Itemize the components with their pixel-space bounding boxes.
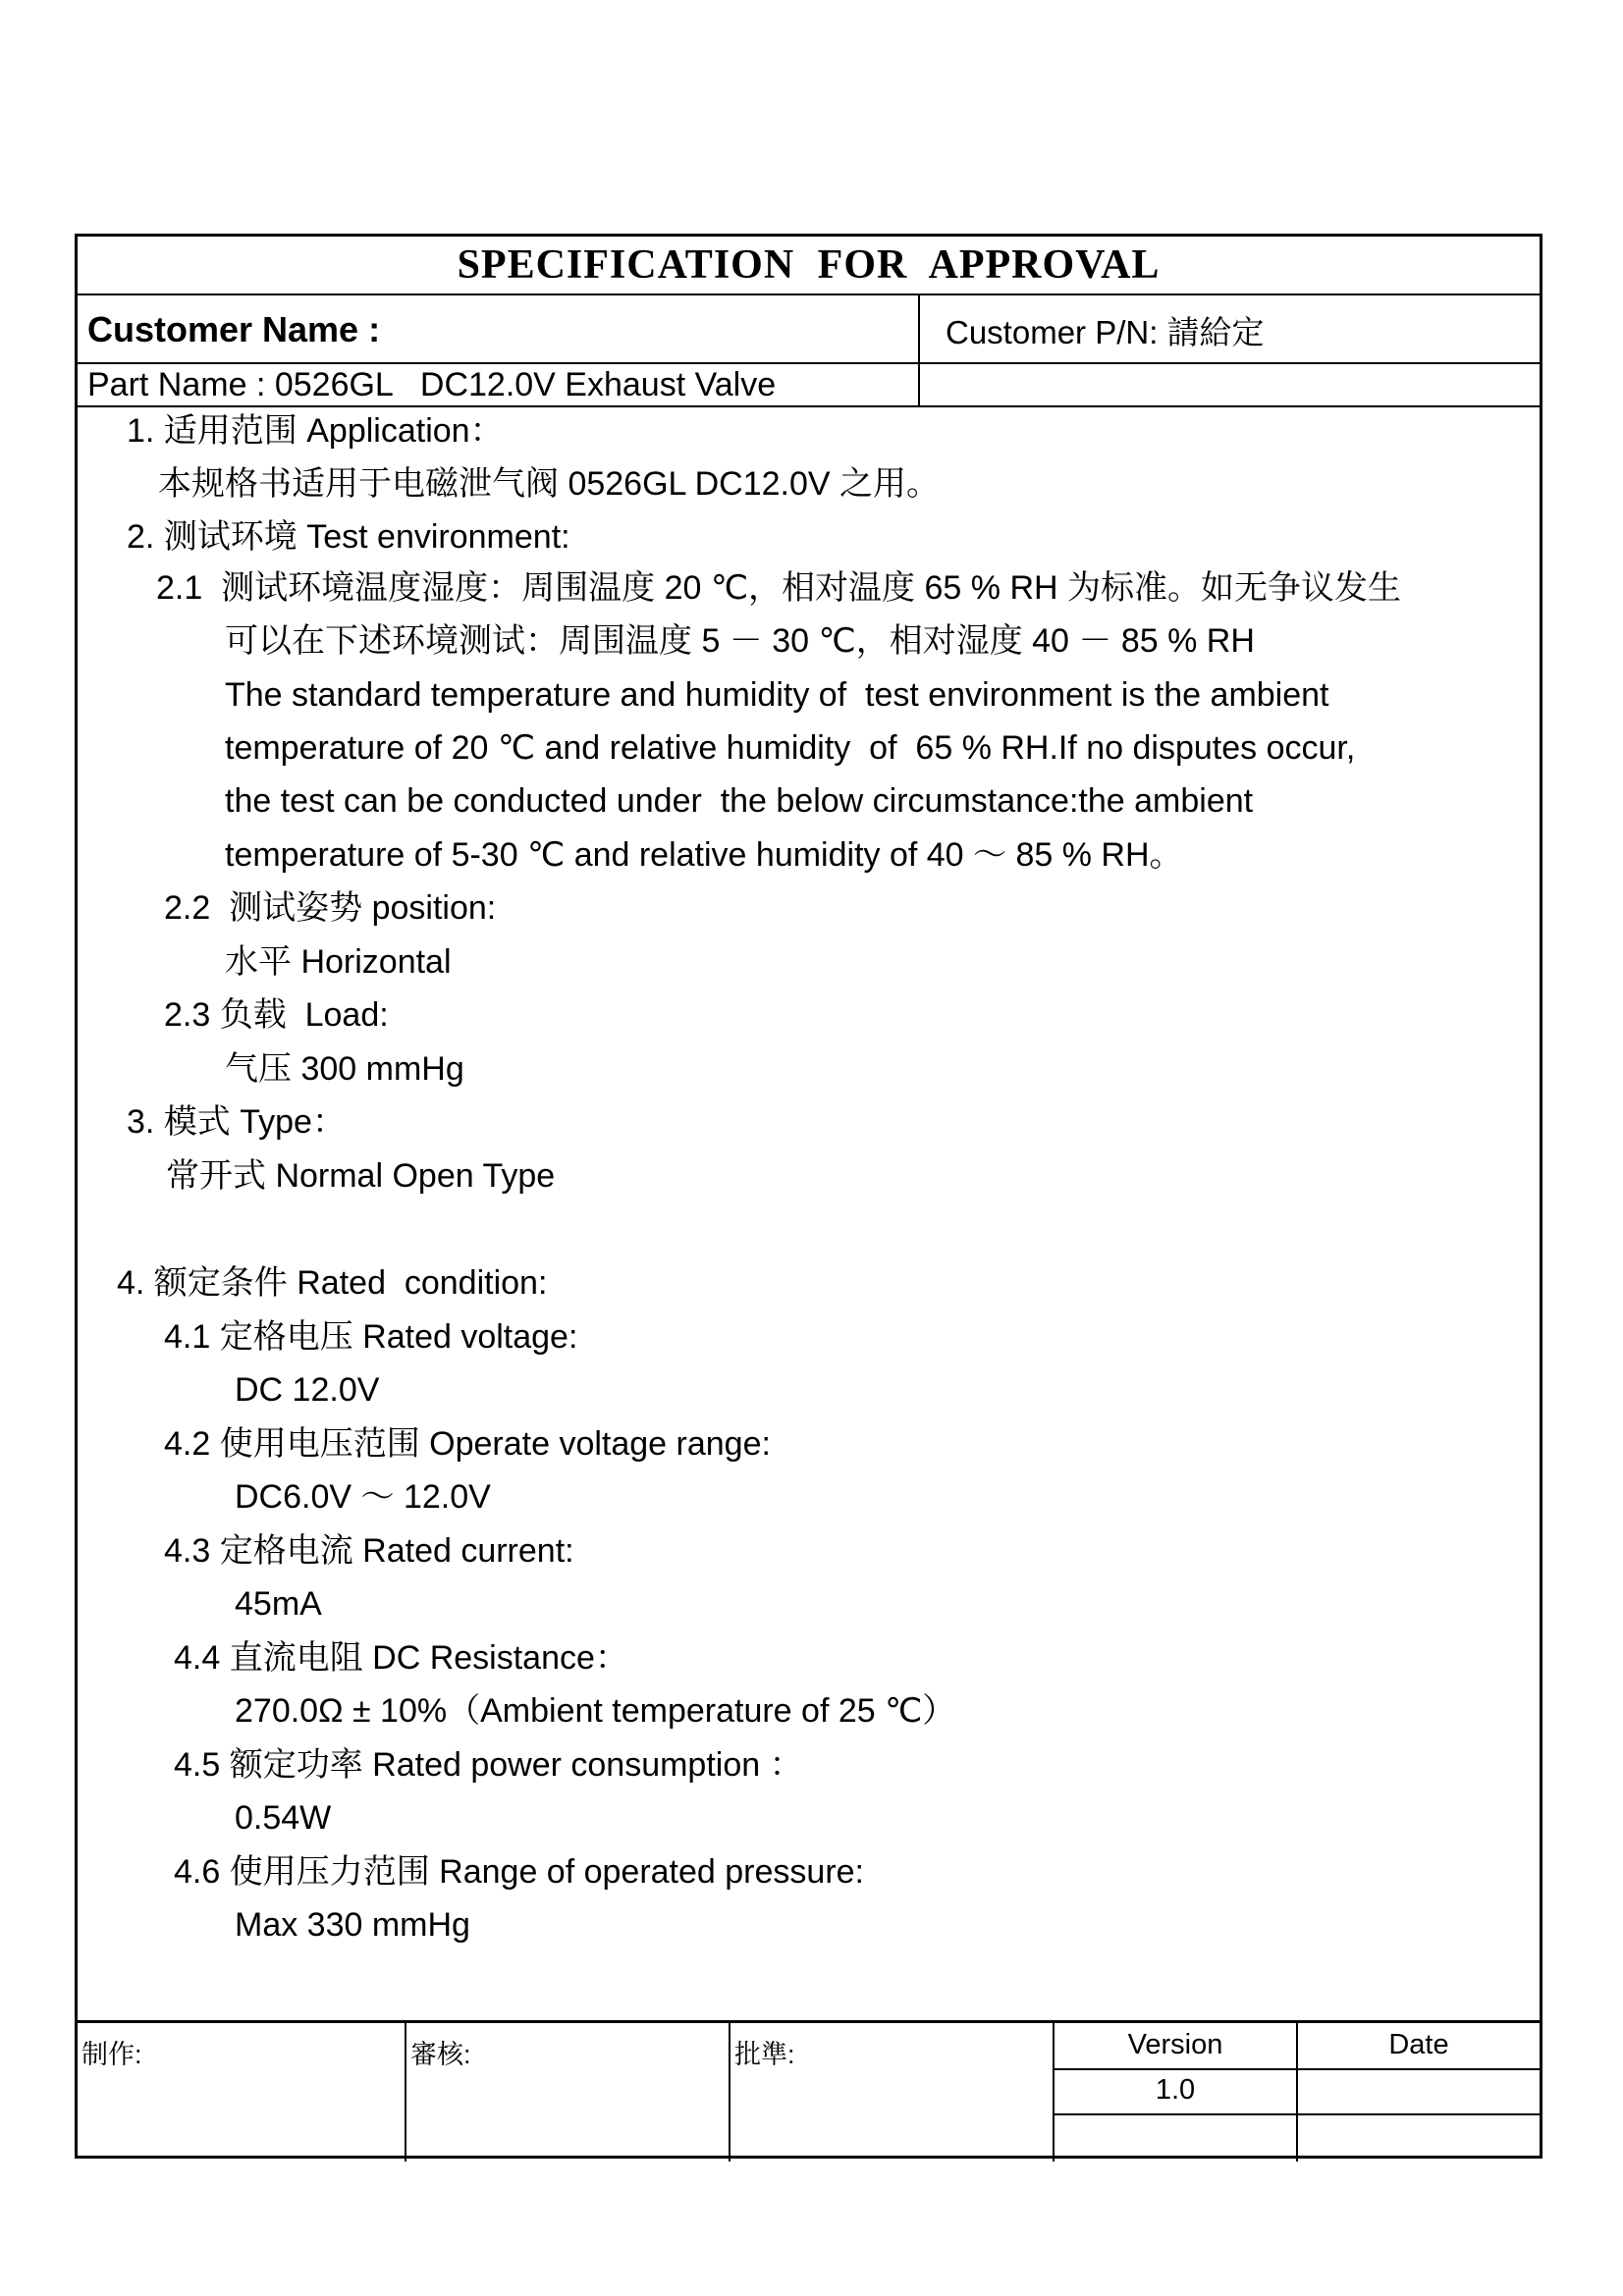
section-4-2-value: DC6.0V ～ 12.0V — [235, 1478, 491, 1516]
section-2-1-english-4: temperature of 5-30 ℃ and relative humidity of 40 ～ 85 % RH。 — [225, 836, 1183, 874]
section-2-3-value: 气压 300 mmHg — [225, 1050, 464, 1088]
section-3-value: 常开式 Normal Open Type — [166, 1157, 556, 1195]
review-label: 審核: — [410, 2040, 471, 2069]
version-value: 1.0 — [1155, 2074, 1196, 2106]
version-column — [1053, 2023, 1296, 2162]
review-cell — [405, 2023, 729, 2162]
section-4-6-heading: 4.6 使用压力范围 Range of operated pressure: — [174, 1853, 864, 1891]
document-title: SPECIFICATION FOR APPROVAL — [457, 242, 1161, 288]
section-4-1-heading: 4.1 定格电压 Rated voltage: — [164, 1318, 578, 1356]
section-3-heading: 3. 模式 Type： — [127, 1103, 346, 1141]
section-4-2-heading: 4.2 使用电压范围 Operate voltage range: — [164, 1425, 771, 1463]
section-2-1-line-1: 2.1 测试环境温度湿度：周围温度 20 ℃，相对温度 65 % RH 为标准。如无争议发生 — [156, 569, 1401, 607]
section-1-text: 本规格书适用于电磁泄气阀 0526GL DC12.0V 之用。 — [158, 465, 941, 503]
specification-body — [78, 405, 1540, 2251]
section-1-heading: 1. 适用范围 Application： — [127, 412, 504, 450]
section-4-3-value: 45mA — [235, 1585, 322, 1623]
customer-row — [78, 294, 1540, 364]
section-4-5-heading: 4.5 额定功率 Rated power consumption ： — [174, 1746, 803, 1784]
approve-cell — [729, 2023, 1053, 2162]
section-4-heading: 4. 额定条件 Rated condition: — [117, 1264, 548, 1302]
made-by-label: 制作: — [81, 2040, 142, 2069]
customer-pn-label: Customer P/N: 請給定 — [946, 314, 1265, 350]
customer-name-label: Customer Name : — [87, 309, 381, 349]
section-2-3-heading: 2.3 负载 Load: — [164, 996, 389, 1034]
title-row — [78, 237, 1540, 295]
made-by-cell — [78, 2023, 405, 2162]
section-2-heading: 2. 测试环境 Test environment: — [127, 518, 570, 556]
part-name-label: Part Name : 0526GL DC12.0V Exhaust Valve — [87, 366, 777, 403]
approve-label: 批準: — [734, 2040, 795, 2069]
section-4-5-value: 0.54W — [235, 1799, 332, 1837]
version-row-divider — [1053, 2113, 1540, 2115]
version-header-divider — [1053, 2068, 1540, 2070]
section-4-6-value: Max 330 mmHg — [235, 1906, 470, 1944]
section-2-1-english-1: The standard temperature and humidity of test environment is the ambient — [225, 676, 1329, 714]
approval-footer — [78, 2020, 1540, 2162]
section-2-1-english-3: the test can be conducted under the below circumstance:the ambient — [225, 782, 1254, 820]
column-divider — [918, 362, 920, 405]
section-4-1-value: DC 12.0V — [235, 1371, 380, 1409]
column-divider — [918, 294, 920, 362]
version-header: Version — [1127, 2029, 1223, 2060]
section-4-4-heading: 4.4 直流电阻 DC Resistance： — [174, 1639, 628, 1677]
section-2-2-heading: 2.2 测试姿势 position: — [164, 889, 497, 927]
section-2-1-line-2: 可以在下述环境测试：周围温度 5 － 30 ℃，相对湿度 40 － 85 % RH — [225, 622, 1255, 660]
section-2-2-value: 水平 Horizontal — [225, 943, 452, 981]
part-name-row — [78, 362, 1540, 407]
section-4-4-value: 270.0Ω ± 10%（Ambient temperature of 25 ℃） — [235, 1692, 956, 1730]
specification-sheet — [75, 234, 1542, 2159]
date-header: Date — [1388, 2029, 1449, 2060]
section-2-1-english-2: temperature of 20 ℃ and relative humidity of 65 % RH.If no disputes occur, — [225, 729, 1356, 767]
date-column — [1296, 2023, 1540, 2162]
section-4-3-heading: 4.3 定格电流 Rated current: — [164, 1532, 574, 1570]
